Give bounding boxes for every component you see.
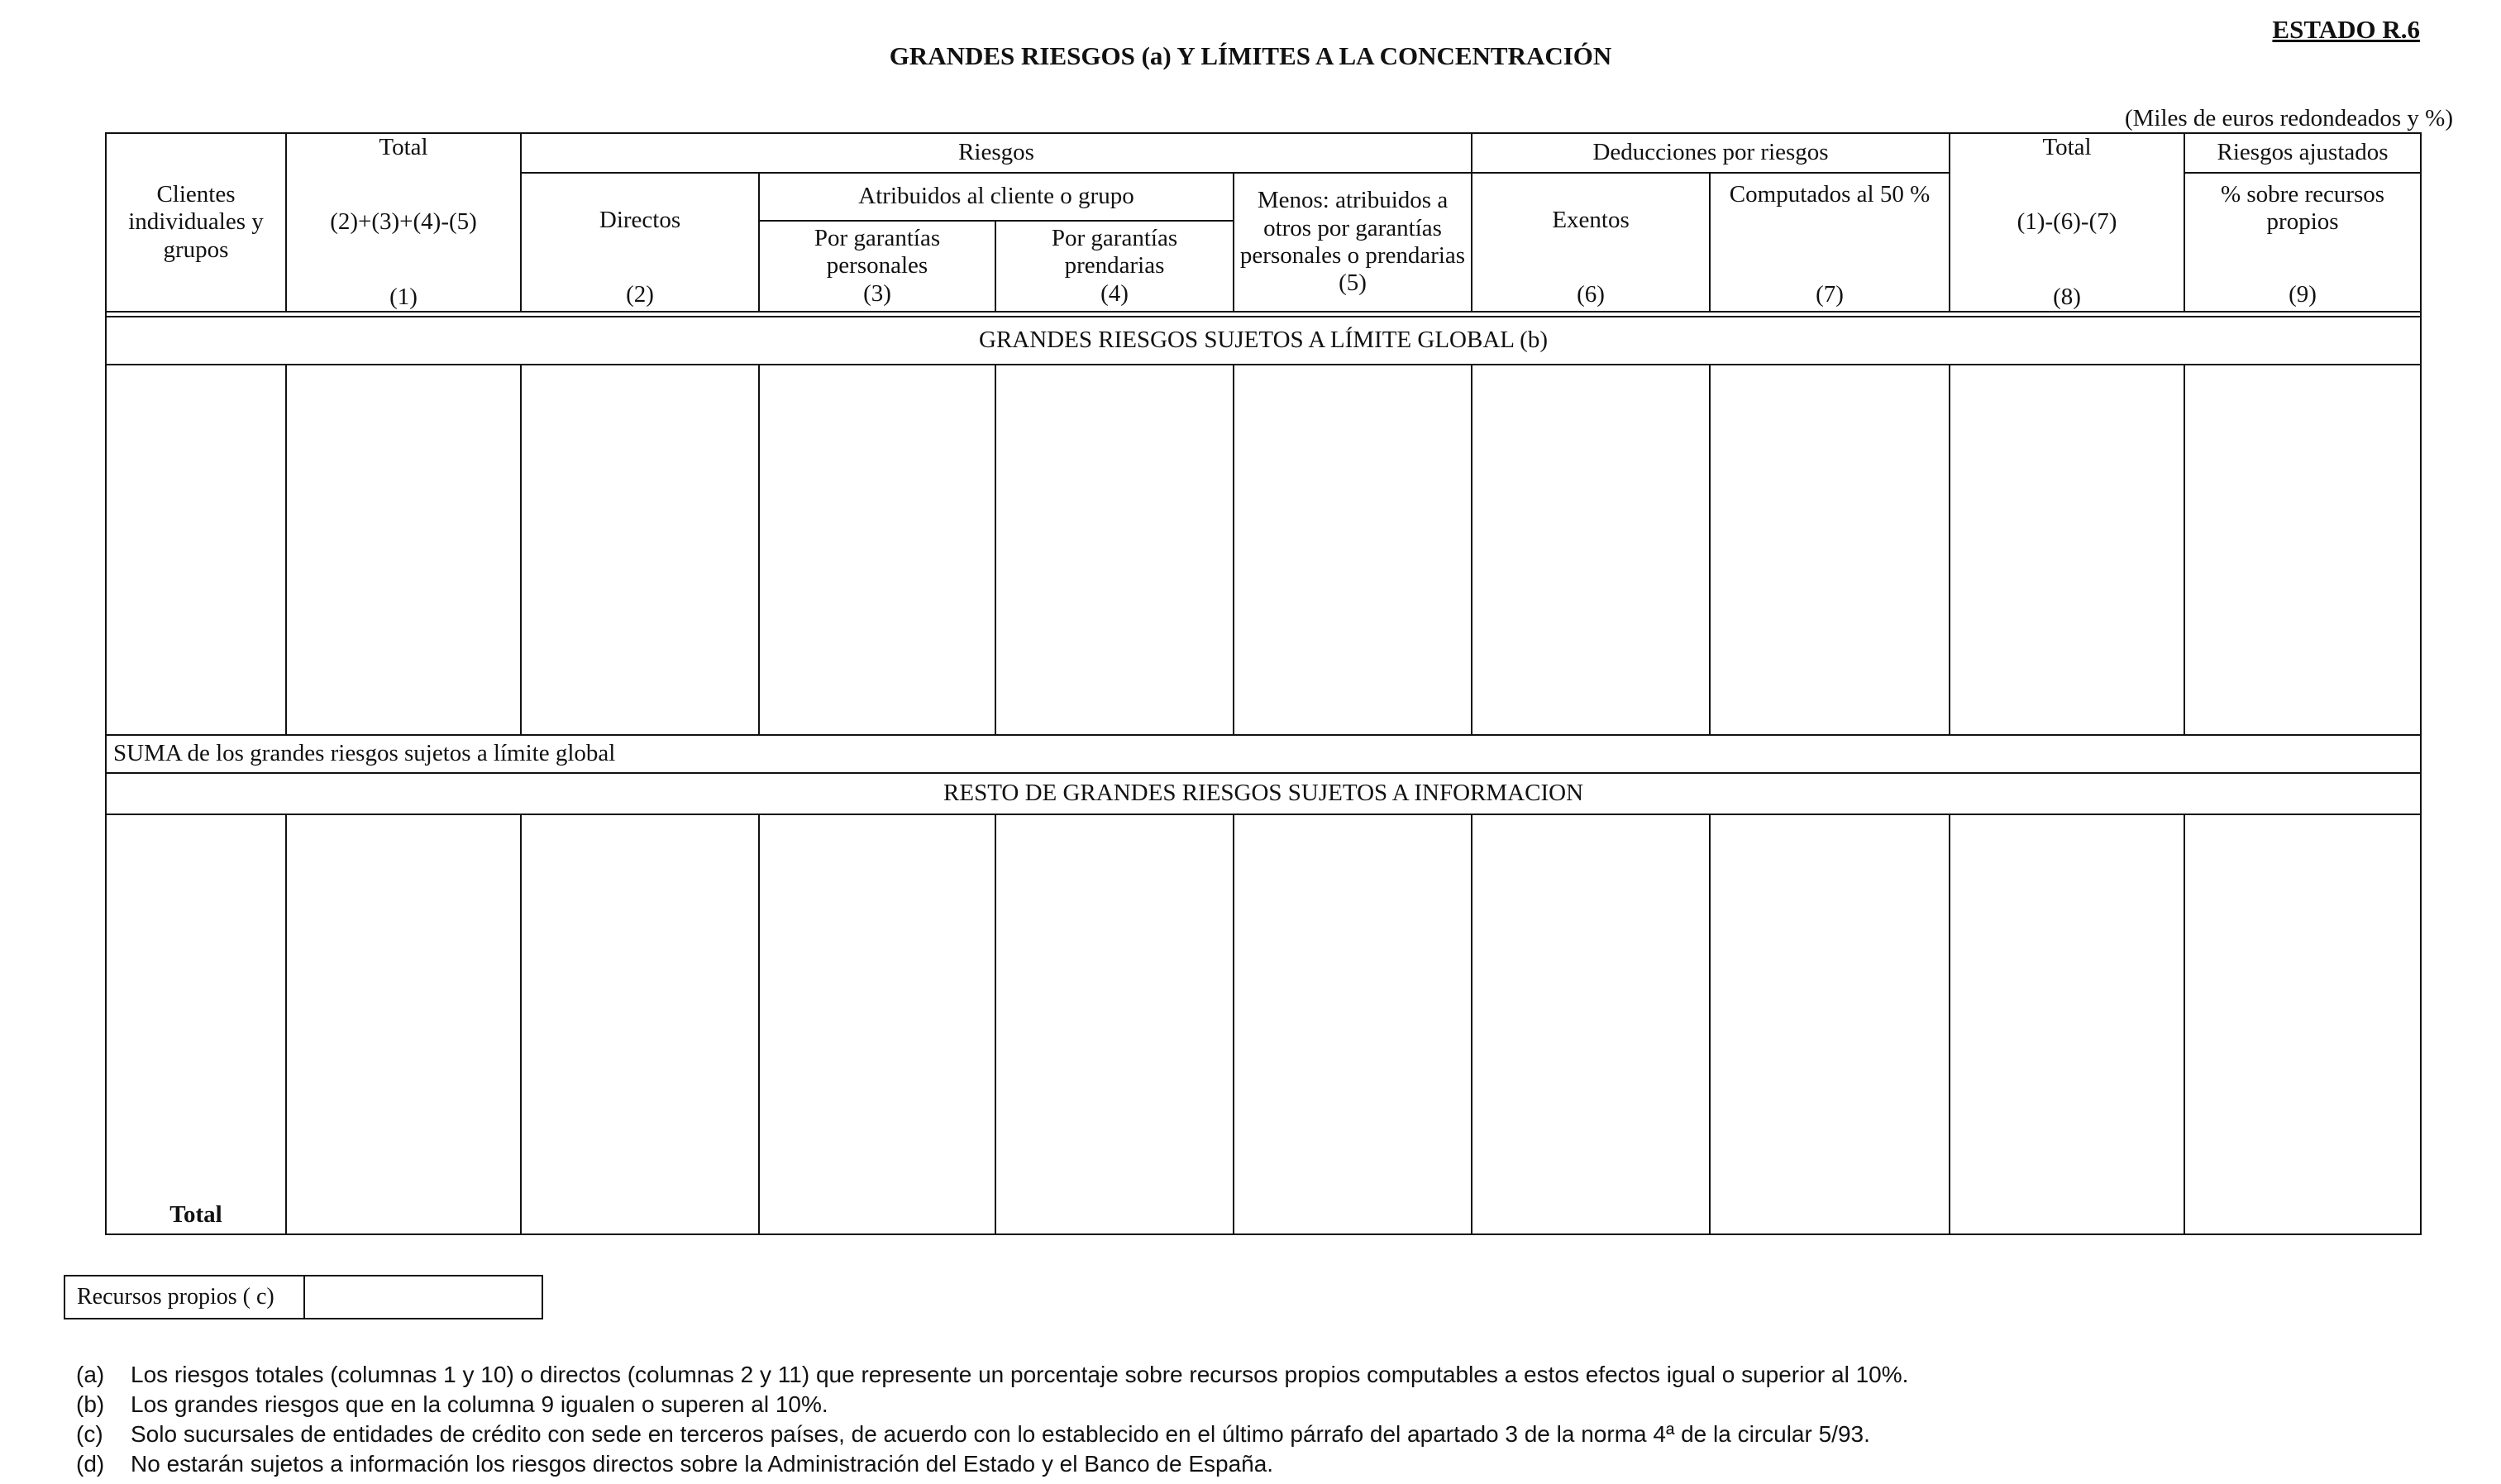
col-header-total-8: Total (1)-(6)-(7) (8): [1950, 133, 2184, 312]
cell: [521, 814, 759, 1234]
cell: [1950, 365, 2184, 735]
cell: [1710, 814, 1950, 1234]
recursos-propios-field[interactable]: [305, 1276, 542, 1318]
cell: [521, 365, 759, 735]
suma-row: SUMA de los grandes riesgos sujetos a límite global: [106, 735, 2421, 773]
cell: [1710, 365, 1950, 735]
col-group-deducciones: Deducciones por riesgos: [1472, 133, 1950, 173]
cell: [1950, 814, 2184, 1234]
section-global-header: GRANDES RIESGOS SUJETOS A LÍMITE GLOBAL (b): [106, 317, 2421, 365]
cell: [1234, 814, 1472, 1234]
footnotes: [76, 1360, 1908, 1479]
footnote: (a) Los riesgos totales (columnas 1 y 10) o directos (columnas 2 y 11) que represente un porcentaje sobre recursos propios computables a estos efectos igual o superior al 10%.: [76, 1362, 1909, 1387]
cell: [995, 365, 1234, 735]
risk-table: [105, 132, 2422, 1235]
cell: [286, 814, 521, 1234]
cell: [106, 365, 286, 735]
units-note: (Miles de euros redondeados y %): [2124, 105, 2453, 131]
cell: [2184, 365, 2421, 735]
footnote: (b) Los grandes riesgos que en la columna 9 igualen o superen al 10%.: [76, 1391, 828, 1417]
cell: [995, 814, 1234, 1234]
cell: [759, 365, 995, 735]
footnote: (d) No estarán sujetos a información los riesgos directos sobre la Administración del Estado y el Banco de España.: [76, 1451, 1274, 1477]
col-group-atribuidos: Atribuidos al cliente o grupo: [759, 173, 1234, 221]
recursos-propios-box: [64, 1275, 543, 1319]
cell: [2184, 814, 2421, 1234]
col-header-menos: Menos: atribuidos a otros por garantías personales o prendarias (5): [1234, 173, 1472, 312]
col-header-computados: Computados al 50 % (7): [1710, 173, 1950, 312]
col-group-ajustados: Riesgos ajustados: [2184, 133, 2421, 173]
form-code: ESTADO R.6: [2272, 15, 2420, 44]
section-resto-header: RESTO DE GRANDES RIESGOS SUJETOS A INFORMACION: [106, 773, 2421, 814]
col-header-exentos: Exentos (6): [1472, 173, 1710, 312]
col-group-riesgos: Riesgos: [521, 133, 1472, 173]
col-header-directos: Directos (2): [521, 173, 759, 312]
recursos-propios-label: Recursos propios ( c): [65, 1276, 305, 1318]
col-header-total-1: Total (2)+(3)+(4)-(5) (1): [286, 133, 521, 312]
col-header-clientes: Clientes individuales y grupos: [106, 133, 286, 312]
cell: [286, 365, 521, 735]
cell: [1472, 814, 1710, 1234]
col-header-sobre: % sobre recursos propios (9): [2184, 173, 2421, 312]
cell: [759, 814, 995, 1234]
total-label: Total: [106, 814, 286, 1234]
cell: [1234, 365, 1472, 735]
col-header-prendarias: Por garantías prendarias (4): [995, 221, 1234, 312]
cell: [1472, 365, 1710, 735]
col-header-personales: Por garantías personales (3): [759, 221, 995, 312]
page-title: GRANDES RIESGOS (a) Y LÍMITES A LA CONCENTRACIÓN: [889, 41, 1612, 70]
footnote: (c) Solo sucursales de entidades de crédito con sede en terceros países, de acuerdo con lo establecido en el último párrafo del apartado 3 de la norma 4ª de la circular 5/93.: [76, 1421, 1870, 1447]
